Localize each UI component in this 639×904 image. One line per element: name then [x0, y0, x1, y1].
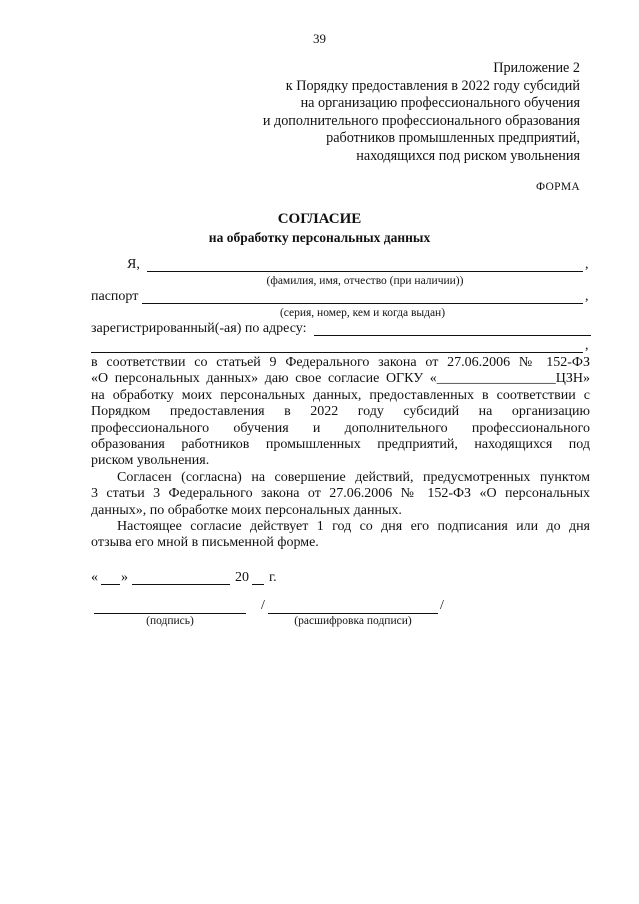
full-name-field[interactable] [147, 271, 583, 272]
appendix-line: работников промышленных предприятий, [326, 130, 580, 147]
appendix-line: и дополнительного профессионального образования [262, 112, 580, 129]
date-month-field[interactable] [132, 584, 230, 585]
paragraph-line: риском увольнения. [91, 453, 210, 469]
passport-field[interactable] [142, 303, 583, 304]
document-title: СОГЛАСИЕ [277, 211, 362, 227]
paragraph-line: Согласен (согласна) на совершение действий, предусмотренных пунктом [117, 470, 590, 485]
slash: / [261, 598, 265, 613]
passport-label: паспорт [91, 289, 139, 304]
appendix-line: к Порядку предоставления в 2022 году субсидий [285, 77, 580, 94]
appendix-line: находящихся под риском увольнения [356, 147, 580, 164]
date-day-field[interactable] [101, 584, 120, 585]
validity-paragraph [91, 519, 590, 552]
comma: , [585, 338, 589, 353]
comma: , [585, 257, 589, 272]
comma: , [585, 289, 589, 304]
date-open-quote: « [91, 570, 98, 585]
paragraph-line: Настоящее согласие действует 1 год со дня его подписания или до дня [117, 519, 590, 534]
paragraph-line: на обработку моих персональных данных, предоставленных в соответствии с [91, 387, 590, 403]
form-label: ФОРМА [536, 181, 580, 193]
ya-label: Я, [127, 257, 140, 272]
paragraph-line: 3 статьи 3 Федерального закона от 27.06.2006 № 152-ФЗ «О персональных [91, 486, 590, 502]
date-close-quote: » [121, 570, 128, 585]
signature-decoding-field[interactable] [268, 613, 438, 614]
address-label: зарегистрированный(-ая) по адресу: [91, 321, 307, 336]
address-field[interactable] [314, 335, 591, 336]
appendix-header [263, 60, 580, 166]
full-name-hint: (фамилия, имя, отчество (при наличии)) [266, 275, 464, 287]
signature-decoding-hint: (расшифровка подписи) [294, 615, 412, 627]
paragraph-line: профессионального обучения и дополнительного профессионального [91, 420, 590, 436]
slash: / [440, 598, 444, 613]
paragraph-line: данных», по обработке моих персональных данных. [91, 502, 402, 518]
date-year-suffix: г. [269, 570, 277, 585]
signature-hint: (подпись) [146, 615, 194, 627]
date-year-field[interactable] [252, 584, 264, 585]
document-subtitle: на обработку персональных данных [208, 230, 431, 245]
paragraph-line: образования работников промышленных предприятий, находящихся под [91, 437, 590, 453]
appendix-line: на организацию профессионального обучения [300, 95, 580, 112]
appendix-line: Приложение 2 [493, 60, 580, 76]
consent-paragraph [91, 355, 590, 470]
page-number: 39 [313, 31, 326, 46]
passport-hint: (серия, номер, кем и когда выдан) [279, 307, 446, 319]
paragraph-line: в соответствии со статьей 9 Федерального закона от 27.06.2006 № 152-ФЗ [91, 355, 590, 370]
paragraph-line: Порядком предоставления в 2022 году субсидий на организацию [91, 404, 590, 420]
actions-paragraph [91, 470, 590, 519]
signature-field[interactable] [94, 613, 246, 614]
paragraph-line: «О персональных данных» даю свое согласие ОГКУ «_________________ЦЗН» [91, 371, 590, 387]
date-year-prefix: 20 [235, 570, 249, 585]
address-field-line2[interactable] [91, 352, 583, 353]
paragraph-line: отзыва его мной в письменной форме. [91, 535, 319, 551]
